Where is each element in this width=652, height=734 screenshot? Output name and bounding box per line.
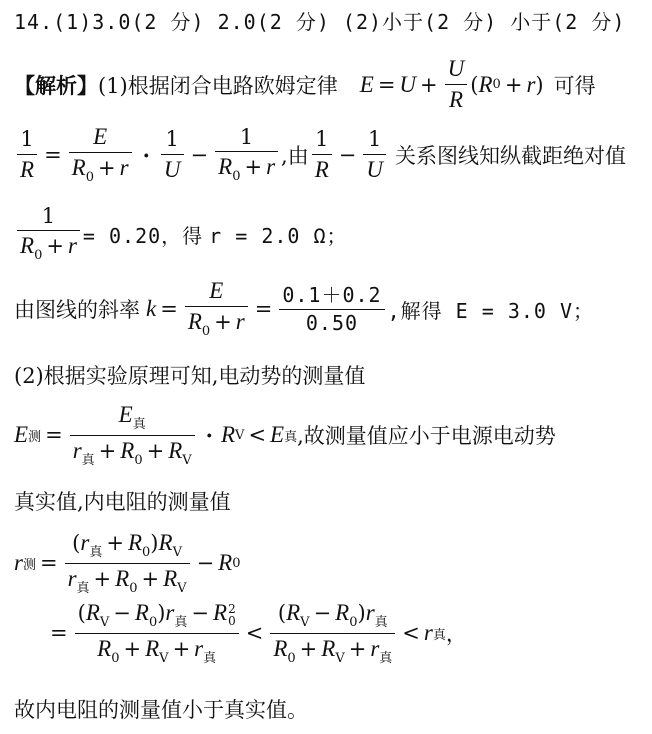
analysis-line-2: $\frac{1}{R}$ = $\frac{E}{R_0 + r}$ · $\frac{1}{U}$ − $\frac{1}{R_0 + r}$ ,由 $\frac{1}{R}$ − $\frac{1}{U}$ 关系图线知纵截距绝对值 <box>14 124 626 186</box>
analysis-line-5: (2)根据实验原理可知,电动势的测量值 <box>14 364 366 388</box>
slope-tail: ,解得 E = 3.0 V； <box>387 298 595 323</box>
fraction-U-over-R: $\frac{U}{R}$ <box>445 56 468 114</box>
analysis-line-7: 真实值,内电阻的测量值 <box>14 490 231 514</box>
intercept-value: = 0.20，得 <box>82 223 204 248</box>
analysis-line-4: 由图线的斜率 k = $\frac{E}{R_0 + r}$ = $\frac{0.1+0.2}{0.50}$ ,解得 E = 3.0 V； <box>14 278 595 340</box>
conclusion-line: 故内电阻的测量值小于真实值。 <box>14 698 308 722</box>
analysis-line-8: r 测 = $\frac{(r_真 + R_0)R_V}{r_真 + R_0 + R_V}$ − R 0 <box>14 530 241 596</box>
analysis-line-6: E 测 = $\frac{E_真}{r_真 + R_0 + R_V}$ · R V < E 真 ,故测量值应小于电源电动势 <box>14 402 556 468</box>
analysis-line-2-tail: 关系图线知纵截距绝对值 <box>395 144 627 169</box>
analysis-line-3: $\frac{1}{R_0 + r}$ = 0.20，得 r = 2.0 Ω； <box>14 204 348 264</box>
analysis-line-9: = $(R_V - R_0)r_真 - R$ 2 0 $R_0 + R_V + r_真$ < $\frac{(R_V - R_0)r_真}{R_0 + R_V + r_真}$ < r 真 ， <box>50 600 467 666</box>
slope-intro: 由图线的斜率 <box>14 298 140 323</box>
slope-denominator: 0.50 <box>305 310 359 335</box>
r-result: r = 2.0 Ω； <box>209 223 348 248</box>
answer-line: 14.(1)3.0(2 分) 2.0(2 分) (2)小于(2 分) 小于(2 分) <box>14 10 626 34</box>
analysis-intro: (1)根据闭合电路欧姆定律 <box>98 73 338 98</box>
analysis-mid: ,由 <box>281 144 309 169</box>
analysis-intro-tail: 可得 <box>553 73 596 98</box>
slope-numerator: 0.1＋0.2 <box>282 282 382 307</box>
formula-E: E <box>359 71 374 97</box>
analysis-line-1: 【解析】 (1)根据闭合电路欧姆定律 E = U + $\frac{U}{R}$ ( R 0 + r ) 可得 <box>14 56 596 113</box>
line-6-tail: ,故测量值应小于电源电动势 <box>297 424 556 449</box>
analysis-tag: 【解析】 <box>14 72 98 98</box>
